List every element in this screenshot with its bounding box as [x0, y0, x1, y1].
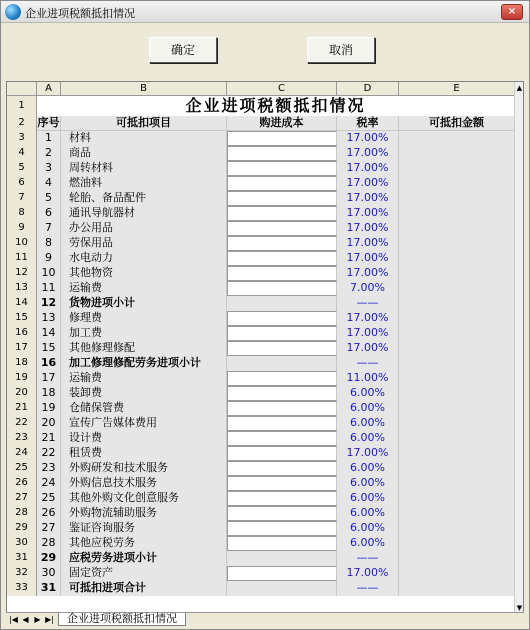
seq-cell[interactable]: 3 — [37, 161, 61, 176]
rate-cell[interactable]: 17.00% — [337, 326, 399, 341]
row-number[interactable]: 24 — [7, 446, 37, 461]
row-number[interactable]: 1 — [7, 96, 37, 116]
seq-cell[interactable]: 12 — [37, 296, 61, 311]
item-cell[interactable]: 可抵扣进项合计 — [61, 581, 227, 596]
deductible-cell[interactable] — [399, 341, 515, 356]
item-cell[interactable]: 仓储保管费 — [61, 401, 227, 416]
rate-cell[interactable]: —— — [337, 296, 399, 311]
item-cell[interactable]: 固定资产 — [61, 566, 227, 581]
seq-cell[interactable]: 5 — [37, 191, 61, 206]
rate-cell[interactable]: —— — [337, 356, 399, 371]
row-number[interactable]: 32 — [7, 566, 37, 581]
header-deductible: 可抵扣金额 — [399, 116, 515, 131]
cost-cell[interactable] — [227, 281, 337, 296]
row-number[interactable]: 13 — [7, 281, 37, 296]
row-number[interactable]: 28 — [7, 506, 37, 521]
cost-cell[interactable] — [227, 176, 337, 191]
cost-cell[interactable] — [227, 581, 337, 596]
next-sheet-icon[interactable]: ▶ — [34, 615, 41, 624]
table-row — [7, 281, 515, 296]
deductible-cell[interactable] — [399, 311, 515, 326]
rate-cell[interactable]: 6.00% — [337, 386, 399, 401]
seq-cell[interactable]: 14 — [37, 326, 61, 341]
item-cell[interactable]: 其他应税劳务 — [61, 536, 227, 551]
table-row — [7, 461, 515, 476]
row-number[interactable]: 2 — [7, 116, 37, 131]
seq-cell[interactable]: 23 — [37, 461, 61, 476]
select-all-corner[interactable] — [7, 82, 37, 96]
seq-cell[interactable]: 2 — [37, 146, 61, 161]
seq-cell[interactable]: 15 — [37, 341, 61, 356]
item-cell[interactable]: 材料 — [61, 131, 227, 146]
table-row — [7, 236, 515, 251]
deductible-cell[interactable] — [399, 416, 515, 431]
item-cell[interactable]: 其他修理修配 — [61, 341, 227, 356]
seq-cell[interactable]: 10 — [37, 266, 61, 281]
item-cell[interactable]: 轮胎、备品配件 — [61, 191, 227, 206]
deductible-cell[interactable] — [399, 281, 515, 296]
table-row — [7, 146, 515, 161]
rate-cell[interactable]: 17.00% — [337, 206, 399, 221]
item-cell[interactable]: 通讯导航器材 — [61, 206, 227, 221]
rate-cell[interactable]: 17.00% — [337, 311, 399, 326]
seq-cell[interactable]: 24 — [37, 476, 61, 491]
cost-cell[interactable] — [227, 146, 337, 161]
row-number[interactable]: 33 — [7, 581, 37, 596]
row-number[interactable]: 11 — [7, 251, 37, 266]
app-globe-icon — [5, 4, 21, 20]
cost-cell[interactable] — [227, 296, 337, 311]
deductible-cell[interactable] — [399, 206, 515, 221]
deductible-cell[interactable] — [399, 326, 515, 341]
seq-cell[interactable]: 26 — [37, 506, 61, 521]
seq-cell[interactable]: 7 — [37, 221, 61, 236]
seq-cell[interactable]: 31 — [37, 581, 61, 596]
table-row — [7, 176, 515, 191]
rate-cell[interactable]: 17.00% — [337, 146, 399, 161]
item-cell[interactable]: 货物进项小计 — [61, 296, 227, 311]
row-number[interactable]: 21 — [7, 401, 37, 416]
header-cost: 购进成本 — [227, 116, 337, 131]
title-row — [7, 96, 515, 116]
column-header-e[interactable]: E — [399, 82, 515, 96]
rate-cell[interactable]: 6.00% — [337, 476, 399, 491]
deductible-cell[interactable] — [399, 431, 515, 446]
row-number[interactable]: 29 — [7, 521, 37, 536]
prev-sheet-icon[interactable]: ◀ — [22, 615, 29, 624]
column-header-c[interactable]: C — [227, 82, 337, 96]
sheet-tab-bar — [6, 612, 524, 626]
seq-cell[interactable]: 19 — [37, 401, 61, 416]
table-row — [7, 326, 515, 341]
subtotal-row — [7, 551, 515, 566]
seq-cell[interactable]: 28 — [37, 536, 61, 551]
rate-cell[interactable]: 17.00% — [337, 266, 399, 281]
header-row — [7, 116, 515, 131]
row-number[interactable]: 15 — [7, 311, 37, 326]
seq-cell[interactable]: 29 — [37, 551, 61, 566]
row-number[interactable]: 17 — [7, 341, 37, 356]
column-header-row — [7, 82, 515, 96]
cost-cell[interactable] — [227, 461, 337, 476]
deductible-cell[interactable] — [399, 551, 515, 566]
deductible-cell[interactable] — [399, 506, 515, 521]
scroll-down-icon[interactable]: ▼ — [516, 604, 523, 612]
column-header-a[interactable]: A — [37, 82, 61, 96]
row-number[interactable]: 7 — [7, 191, 37, 206]
seq-cell[interactable]: 9 — [37, 251, 61, 266]
close-button[interactable]: × — [501, 4, 523, 20]
cost-cell[interactable] — [227, 506, 337, 521]
item-cell[interactable]: 加工费 — [61, 326, 227, 341]
rate-cell[interactable]: —— — [337, 551, 399, 566]
cost-cell[interactable] — [227, 206, 337, 221]
rate-cell[interactable]: 17.00% — [337, 221, 399, 236]
column-header-b[interactable]: B — [61, 82, 227, 96]
item-cell[interactable]: 外购信息技术服务 — [61, 476, 227, 491]
table-row — [7, 506, 515, 521]
rate-cell[interactable]: 17.00% — [337, 176, 399, 191]
seq-cell[interactable]: 22 — [37, 446, 61, 461]
item-cell[interactable]: 鉴证咨询服务 — [61, 521, 227, 536]
rate-cell[interactable]: 17.00% — [337, 131, 399, 146]
seq-cell[interactable]: 30 — [37, 566, 61, 581]
rate-cell[interactable]: 6.00% — [337, 521, 399, 536]
cost-cell[interactable] — [227, 416, 337, 431]
seq-cell[interactable]: 13 — [37, 311, 61, 326]
deductible-cell[interactable] — [399, 461, 515, 476]
table-row — [7, 221, 515, 236]
rate-cell[interactable]: 17.00% — [337, 236, 399, 251]
item-cell[interactable]: 劳保用品 — [61, 236, 227, 251]
row-number[interactable]: 18 — [7, 356, 37, 371]
cost-cell[interactable] — [227, 311, 337, 326]
cost-cell[interactable] — [227, 491, 337, 506]
table-row — [7, 311, 515, 326]
header-seq: 序号 — [37, 116, 60, 129]
item-cell[interactable]: 应税劳务进项小计 — [61, 551, 227, 566]
row-number[interactable]: 4 — [7, 146, 37, 161]
seq-cell[interactable]: 20 — [37, 416, 61, 431]
cost-cell[interactable] — [227, 371, 337, 386]
scroll-up-icon[interactable]: ▲ — [516, 84, 523, 92]
row-number[interactable]: 31 — [7, 551, 37, 566]
cost-cell[interactable] — [227, 236, 337, 251]
seq-cell[interactable]: 6 — [37, 206, 61, 221]
deductible-cell[interactable] — [399, 296, 515, 311]
deductible-cell[interactable] — [399, 191, 515, 206]
item-cell[interactable]: 加工修理修配劳务进项小计 — [61, 356, 227, 371]
cost-cell[interactable] — [227, 356, 337, 371]
sheet-tab[interactable]: 企业进项税额抵扣情况 — [58, 613, 186, 626]
cost-cell[interactable] — [227, 566, 337, 581]
item-cell[interactable]: 运输费 — [61, 371, 227, 386]
cost-cell[interactable] — [227, 551, 337, 566]
cost-cell[interactable] — [227, 476, 337, 491]
seq-cell[interactable]: 1 — [37, 131, 61, 146]
first-sheet-icon[interactable]: |◀ — [9, 615, 18, 624]
deductible-cell[interactable] — [399, 251, 515, 266]
table-row — [7, 566, 515, 581]
cost-cell[interactable] — [227, 191, 337, 206]
row-number[interactable]: 9 — [7, 221, 37, 236]
table-row — [7, 536, 515, 551]
rate-cell[interactable]: 6.00% — [337, 506, 399, 521]
deductible-cell[interactable] — [399, 176, 515, 191]
window-title: 企业进项税额抵扣情况 — [25, 7, 135, 20]
last-sheet-icon[interactable]: ▶| — [45, 615, 54, 624]
rate-cell[interactable]: 7.00% — [337, 281, 399, 296]
item-cell[interactable]: 外购研发和技术服务 — [61, 461, 227, 476]
table-row — [7, 131, 515, 146]
table-row — [7, 446, 515, 461]
row-number[interactable]: 26 — [7, 476, 37, 491]
table-row — [7, 416, 515, 431]
seq-cell[interactable]: 18 — [37, 386, 61, 401]
cost-cell[interactable] — [227, 161, 337, 176]
table-row — [7, 371, 515, 386]
title-bar[interactable] — [1, 1, 529, 23]
subtotal-row — [7, 581, 515, 596]
row-number[interactable]: 14 — [7, 296, 37, 311]
item-cell[interactable]: 周转材料 — [61, 161, 227, 176]
cost-cell[interactable] — [227, 221, 337, 236]
deductible-cell[interactable] — [399, 521, 515, 536]
table-row — [7, 206, 515, 221]
item-cell[interactable]: 其他外购文化创意服务 — [61, 491, 227, 506]
table-row — [7, 386, 515, 401]
header-item: 可抵扣项目 — [61, 116, 227, 131]
row-number[interactable]: 30 — [7, 536, 37, 551]
rate-cell[interactable]: —— — [337, 581, 399, 596]
item-cell[interactable]: 装卸费 — [61, 386, 227, 401]
cost-cell[interactable] — [227, 536, 337, 551]
row-number[interactable]: 12 — [7, 266, 37, 281]
cost-cell[interactable] — [227, 431, 337, 446]
row-number[interactable]: 8 — [7, 206, 37, 221]
seq-cell[interactable]: 25 — [37, 491, 61, 506]
item-cell[interactable]: 商品 — [61, 146, 227, 161]
table-row — [7, 491, 515, 506]
rate-cell[interactable]: 17.00% — [337, 341, 399, 356]
table-row — [7, 251, 515, 266]
table-row — [7, 191, 515, 206]
cost-cell[interactable] — [227, 386, 337, 401]
deductible-cell[interactable] — [399, 146, 515, 161]
row-number[interactable]: 27 — [7, 491, 37, 506]
row-number[interactable]: 3 — [7, 131, 37, 146]
deductible-cell[interactable] — [399, 371, 515, 386]
rate-cell[interactable]: 6.00% — [337, 431, 399, 446]
row-number[interactable]: 5 — [7, 161, 37, 176]
item-cell[interactable]: 外购物流辅助服务 — [61, 506, 227, 521]
item-cell[interactable]: 设计费 — [61, 431, 227, 446]
deductible-cell[interactable] — [399, 161, 515, 176]
row-number[interactable]: 22 — [7, 416, 37, 431]
item-cell[interactable]: 燃油料 — [61, 176, 227, 191]
sheet-title: 企业进项税额抵扣情况 — [37, 96, 515, 116]
seq-cell[interactable]: 17 — [37, 371, 61, 386]
item-cell[interactable]: 宣传广告媒体费用 — [61, 416, 227, 431]
cost-cell[interactable] — [227, 401, 337, 416]
deductible-cell[interactable] — [399, 476, 515, 491]
rate-cell[interactable]: 17.00% — [337, 446, 399, 461]
deductible-cell[interactable] — [399, 131, 515, 146]
item-cell[interactable]: 其他物资 — [61, 266, 227, 281]
subtotal-row — [7, 356, 515, 371]
row-number[interactable]: 10 — [7, 236, 37, 251]
rate-cell[interactable]: 6.00% — [337, 491, 399, 506]
rate-cell[interactable]: 17.00% — [337, 566, 399, 581]
item-cell[interactable]: 运输费 — [61, 281, 227, 296]
cost-cell[interactable] — [227, 251, 337, 266]
table-row — [7, 476, 515, 491]
table-row — [7, 431, 515, 446]
seq-cell[interactable]: 16 — [37, 356, 61, 371]
cost-cell[interactable] — [227, 131, 337, 146]
row-number[interactable]: 6 — [7, 176, 37, 191]
cost-cell[interactable] — [227, 446, 337, 461]
deductible-cell[interactable] — [399, 581, 515, 596]
deductible-cell[interactable] — [399, 566, 515, 581]
deductible-cell[interactable] — [399, 536, 515, 551]
rate-cell[interactable]: 6.00% — [337, 401, 399, 416]
rate-cell[interactable]: 6.00% — [337, 416, 399, 431]
rate-cell[interactable]: 11.00% — [337, 371, 399, 386]
seq-cell[interactable]: 8 — [37, 236, 61, 251]
cost-cell[interactable] — [227, 341, 337, 356]
subtotal-row — [7, 296, 515, 311]
vertical-scrollbar[interactable] — [514, 82, 523, 613]
cancel-button[interactable]: 取消 — [307, 37, 375, 63]
deductible-cell[interactable] — [399, 221, 515, 236]
row-number[interactable]: 25 — [7, 461, 37, 476]
deductible-cell[interactable] — [399, 266, 515, 281]
deductible-cell[interactable] — [399, 401, 515, 416]
seq-cell[interactable]: 21 — [37, 431, 61, 446]
table-row — [7, 521, 515, 536]
seq-cell[interactable]: 27 — [37, 521, 61, 536]
item-cell[interactable]: 水电动力 — [61, 251, 227, 266]
rate-cell[interactable]: 6.00% — [337, 461, 399, 476]
item-cell[interactable]: 修理费 — [61, 311, 227, 326]
rate-cell[interactable]: 17.00% — [337, 161, 399, 176]
cost-cell[interactable] — [227, 326, 337, 341]
cost-cell[interactable] — [227, 521, 337, 536]
table-row — [7, 161, 515, 176]
table-row — [7, 341, 515, 356]
deductible-cell[interactable] — [399, 491, 515, 506]
row-number[interactable]: 19 — [7, 371, 37, 386]
deductible-cell[interactable] — [399, 236, 515, 251]
row-number[interactable]: 20 — [7, 386, 37, 401]
ok-button[interactable]: 确定 — [149, 37, 217, 63]
deductible-cell[interactable] — [399, 356, 515, 371]
cost-cell[interactable] — [227, 266, 337, 281]
table-row — [7, 401, 515, 416]
spreadsheet-grid[interactable] — [6, 81, 524, 613]
seq-cell[interactable]: 4 — [37, 176, 61, 191]
deductible-cell[interactable] — [399, 446, 515, 461]
column-header-d[interactable]: D — [337, 82, 399, 96]
item-cell[interactable]: 租赁费 — [61, 446, 227, 461]
row-number[interactable]: 23 — [7, 431, 37, 446]
table-row — [7, 266, 515, 281]
rate-cell[interactable]: 17.00% — [337, 191, 399, 206]
seq-cell[interactable]: 11 — [37, 281, 61, 296]
item-cell[interactable]: 办公用品 — [61, 221, 227, 236]
rate-cell[interactable]: 17.00% — [337, 251, 399, 266]
rate-cell[interactable]: 6.00% — [337, 536, 399, 551]
header-rate: 税率 — [337, 116, 399, 131]
row-number[interactable]: 16 — [7, 326, 37, 341]
deductible-cell[interactable] — [399, 386, 515, 401]
